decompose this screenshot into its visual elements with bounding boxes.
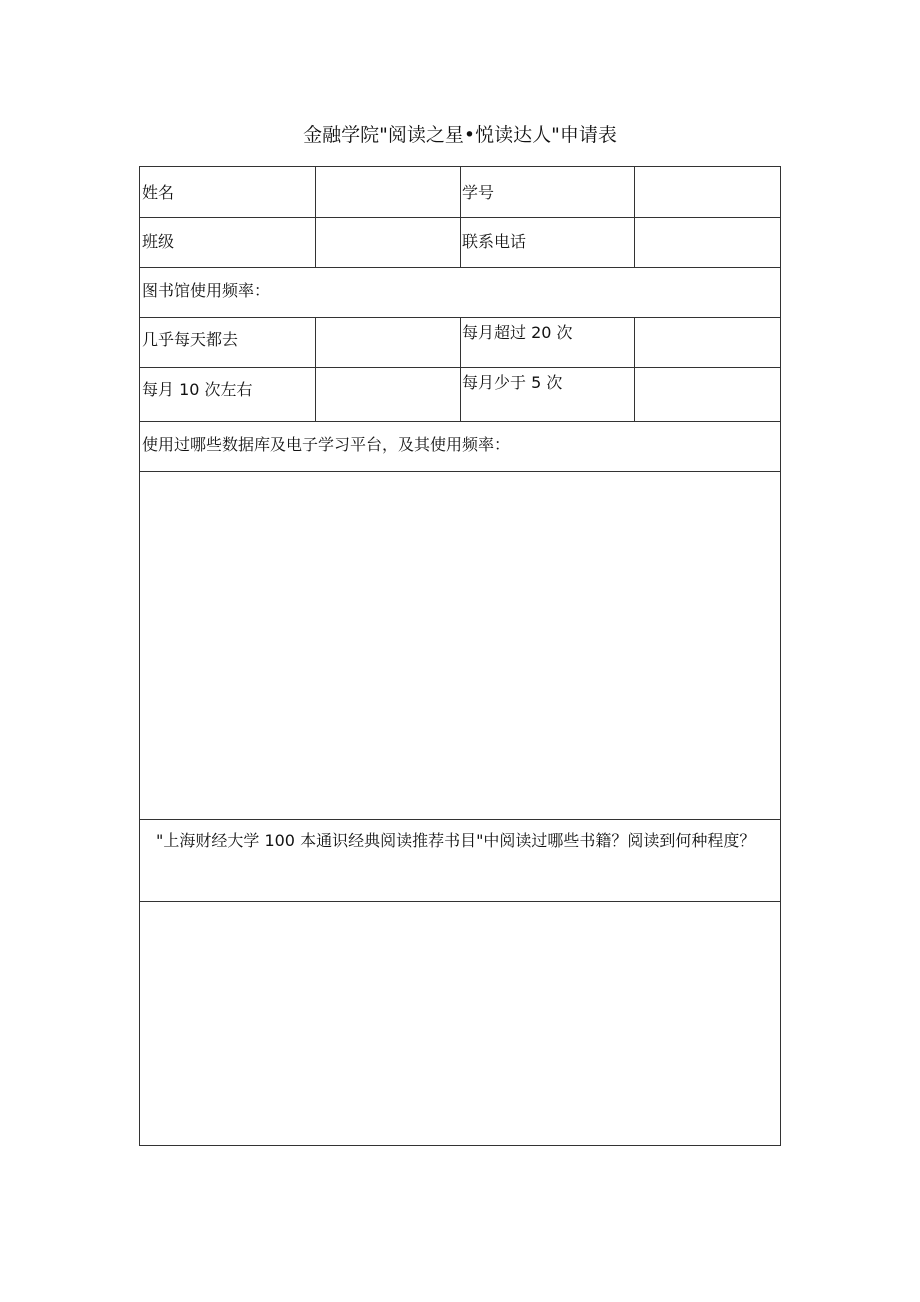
reading-answer-area[interactable] [140,902,780,1145]
database-answer-area[interactable] [140,472,780,819]
phone-field[interactable] [635,218,780,267]
row-divider [140,819,780,820]
database-question: 使用过哪些数据库及电子学习平台，及其使用频率： [142,435,511,454]
phone-label: 联系电话 [462,232,527,251]
option-over-20-field[interactable] [635,318,780,367]
application-form-table [139,166,781,1146]
option-ten-per-month-label: 每月 10 次左右 [142,380,253,399]
option-almost-daily-label: 几乎每天都去 [142,330,239,349]
student-id-label: 学号 [462,183,495,202]
name-field[interactable] [316,167,460,217]
name-label: 姓名 [142,183,175,202]
column-divider [460,317,461,421]
library-frequency-label: 图书馆使用频率： [142,281,271,300]
form-title: 金融学院"阅读之星•悦读达人"申请表 [303,124,617,146]
option-under-5-label: 每月少于 5 次 [462,373,563,392]
option-under-5-field[interactable] [635,368,780,421]
option-ten-per-month-field[interactable] [316,368,460,421]
option-almost-daily-field[interactable] [316,318,460,367]
reading-question: "上海财经大学 100 本通识经典阅读推荐书目"中阅读过哪些书籍？阅读到何种程度？ [156,831,756,850]
class-label: 班级 [142,232,175,251]
row-divider [140,421,780,422]
column-divider [460,167,461,267]
student-id-field[interactable] [635,167,780,217]
row-divider [140,267,780,268]
class-field[interactable] [316,218,460,267]
option-over-20-label: 每月超过 20 次 [462,323,573,342]
